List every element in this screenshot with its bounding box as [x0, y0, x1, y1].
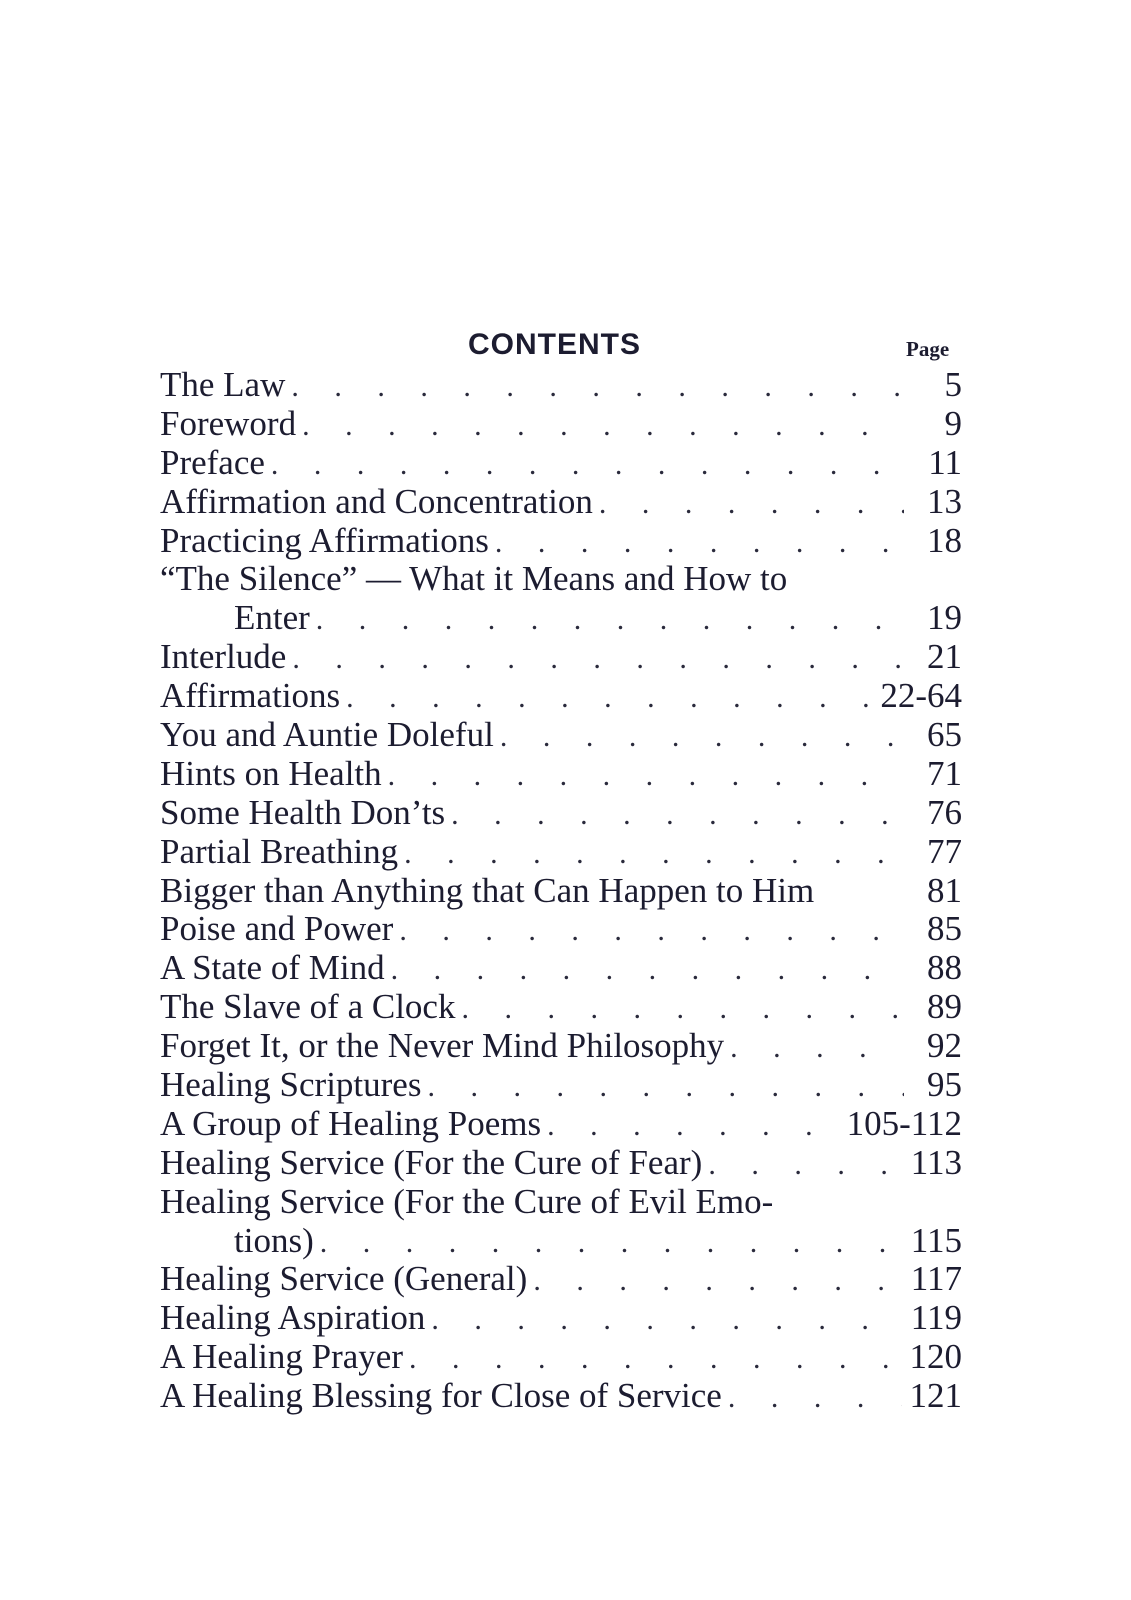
- dot-leader: [599, 485, 904, 524]
- toc-entry-title: Enter: [160, 599, 316, 638]
- toc-entry-title: Preface: [160, 444, 271, 483]
- toc-entry-title: The Law: [160, 366, 291, 405]
- dot-leader: [399, 912, 904, 951]
- dot-leader: [302, 407, 904, 446]
- toc-entry-title: tions): [160, 1222, 320, 1261]
- toc-entry-healing-prayer: [160, 1338, 962, 1377]
- dot-leader: [547, 1107, 839, 1146]
- toc-entry-state-of-mind: [160, 949, 962, 988]
- dot-leader: [451, 796, 904, 835]
- toc-entry-title: “The Silence” — What it Means and How to: [160, 560, 793, 599]
- dot-leader: [500, 718, 904, 757]
- dot-leader: [728, 1379, 902, 1418]
- dot-leader: [708, 1146, 902, 1185]
- toc-entry-foreword: [160, 405, 962, 444]
- toc-entry-title: Healing Scriptures: [160, 1066, 427, 1105]
- toc-entry-title: Poise and Power: [160, 910, 399, 949]
- toc-entry-page: 13: [904, 483, 962, 522]
- dot-leader: [271, 446, 904, 485]
- toc-entry-title: Bigger than Anything that Can Happen to Him: [160, 872, 820, 911]
- toc-entry-interlude: [160, 638, 962, 677]
- toc-entry-page: 5: [904, 366, 962, 405]
- toc-entry-affirmation-and-concentration: [160, 483, 962, 522]
- toc-entry-page: 22-64: [872, 677, 962, 716]
- dot-leader: [431, 1301, 902, 1340]
- dot-leader: [292, 640, 904, 679]
- toc-entry-healing-service-general: [160, 1260, 962, 1299]
- dot-leader: [316, 601, 904, 640]
- toc-entry-title: Healing Service (For the Cure of Fear): [160, 1144, 708, 1183]
- toc-entry-page: 85: [904, 910, 962, 949]
- toc-entry-page: 120: [902, 1338, 963, 1377]
- toc-entry-page: 19: [904, 599, 962, 638]
- toc-entry-page: 88: [904, 949, 962, 988]
- dot-leader: [427, 1068, 904, 1107]
- dot-leader: [388, 757, 904, 796]
- toc-entry-healing-service-emotions: [160, 1183, 962, 1222]
- toc-entry-page: 115: [903, 1222, 962, 1261]
- contents-heading: [0, 328, 1131, 362]
- toc-entry-page: 81: [904, 872, 962, 911]
- toc-entry-partial-breathing: [160, 833, 962, 872]
- toc-entry-healing-aspiration: [160, 1299, 962, 1338]
- toc-entry-page: 89: [904, 988, 962, 1027]
- toc-entry-bigger-than-anything: [160, 872, 962, 911]
- toc-entry-healing-blessing: [160, 1377, 962, 1416]
- toc-entry-title: Healing Aspiration: [160, 1299, 431, 1338]
- toc-entry-title: Hints on Health: [160, 755, 388, 794]
- toc-entry-healing-scriptures: [160, 1066, 962, 1105]
- dot-leader: [346, 679, 872, 718]
- toc-entry-title: A Healing Prayer: [160, 1338, 409, 1377]
- toc-entry-healing-service-fear: [160, 1144, 962, 1183]
- toc-entry-title: Partial Breathing: [160, 833, 404, 872]
- toc-entry-title: Affirmations: [160, 677, 346, 716]
- dot-leader: [404, 835, 904, 874]
- contents-title: CONTENTS: [468, 328, 641, 361]
- dot-leader: [495, 524, 904, 563]
- toc-entry-title: Healing Service (For the Cure of Evil Emo-: [160, 1183, 779, 1222]
- toc-entry-title: You and Auntie Doleful: [160, 716, 500, 755]
- toc-entry-page: 121: [902, 1377, 963, 1416]
- toc-entry-title: Practicing Affirmations: [160, 522, 495, 561]
- table-of-contents: [160, 366, 962, 1416]
- toc-entry-page: 95: [904, 1066, 962, 1105]
- toc-entry-page: 105-112: [839, 1105, 962, 1144]
- toc-entry-page: 76: [904, 794, 962, 833]
- toc-entry-page: 92: [904, 1027, 962, 1066]
- toc-entry-the-silence-continued: [160, 599, 962, 638]
- toc-entry-page: 21: [904, 638, 962, 677]
- toc-entry-health-donts: [160, 794, 962, 833]
- dot-leader: [391, 951, 904, 990]
- toc-entry-title: A Healing Blessing for Close of Service: [160, 1377, 728, 1416]
- toc-entry-title: Foreword: [160, 405, 302, 444]
- toc-entry-healing-service-emotions-continued: [160, 1222, 962, 1261]
- toc-entry-hints-on-health: [160, 755, 962, 794]
- toc-entry-page: 77: [904, 833, 962, 872]
- toc-entry-title: Forget It, or the Never Mind Philosophy: [160, 1027, 730, 1066]
- toc-entry-page: 119: [903, 1299, 962, 1338]
- toc-entry-title: Some Health Don’ts: [160, 794, 451, 833]
- toc-entry-the-silence: [160, 560, 962, 599]
- toc-entry-page: 113: [903, 1144, 962, 1183]
- dot-leader: [320, 1224, 903, 1263]
- toc-entry-healing-poems: [160, 1105, 962, 1144]
- toc-entry-forget-it: [160, 1027, 962, 1066]
- dot-leader: [291, 368, 904, 407]
- page-column-label: Page: [906, 337, 950, 361]
- toc-entry-title: A Group of Healing Poems: [160, 1105, 547, 1144]
- toc-entry-slave-of-a-clock: [160, 988, 962, 1027]
- toc-entry-poise-and-power: [160, 910, 962, 949]
- toc-entry-auntie-doleful: [160, 716, 962, 755]
- toc-entry-page: 65: [904, 716, 962, 755]
- toc-entry-title: Affirmation and Concentration: [160, 483, 599, 522]
- toc-entry-preface: [160, 444, 962, 483]
- toc-entry-page: 18: [904, 522, 962, 561]
- toc-entry-page: 11: [904, 444, 962, 483]
- toc-entry-affirmations: [160, 677, 962, 716]
- toc-entry-title: Healing Service (General): [160, 1260, 533, 1299]
- toc-entry-page: 71: [904, 755, 962, 794]
- toc-entry-page: 9: [904, 405, 962, 444]
- toc-entry-title: The Slave of a Clock: [160, 988, 461, 1027]
- toc-entry-practicing-affirmations: [160, 522, 962, 561]
- toc-entry-the-law: [160, 366, 962, 405]
- dot-leader: [409, 1340, 902, 1379]
- toc-entry-title: A State of Mind: [160, 949, 391, 988]
- dot-leader: [533, 1262, 902, 1301]
- toc-entry-title: Interlude: [160, 638, 292, 677]
- dot-leader: [730, 1029, 904, 1068]
- dot-leader: [461, 990, 904, 1029]
- toc-entry-page: 117: [903, 1260, 962, 1299]
